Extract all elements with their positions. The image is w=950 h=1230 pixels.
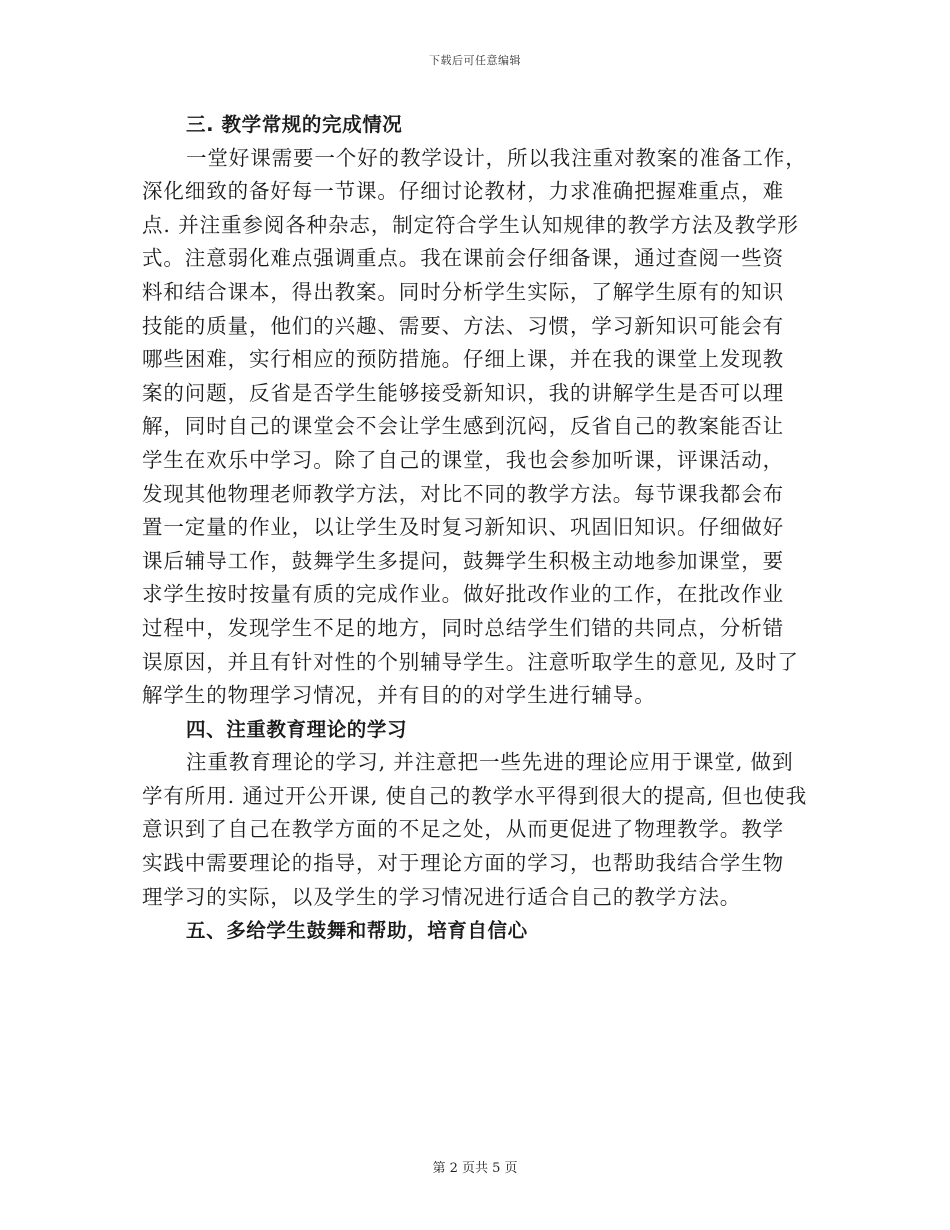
page-header: 下载后可任意编辑: [429, 54, 521, 67]
paragraph-line: 意识到了自己在教学方面的不足之处，从而更促进了物理教学。教学: [142, 817, 784, 842]
paragraph-line: 深化细致的备好每一节课。仔细讨论教材，力求准确把握难重点，难: [142, 179, 784, 204]
section-heading: 五、多给学生鼓舞和帮助，培育自信心: [186, 919, 528, 943]
paragraph-line: 解学生的物理学习情况，并有目的的对学生进行辅导。: [142, 683, 656, 708]
paragraph-line: 哪些困难，实行相应的预防措施。仔细上课，并在我的课堂上发现教: [142, 347, 784, 372]
paragraph-line: 实践中需要理论的指导，对于理论方面的学习，也帮助我结合学生物: [142, 851, 784, 876]
paragraph-line: 理学习的实际，以及学生的学习情况进行适合自己的教学方法。: [142, 884, 742, 909]
paragraph-line: 发现其他物理老师教学方法，对比不同的教学方法。每节课我都会布: [142, 481, 784, 506]
paragraph-line: 学生在欢乐中学习。除了自己的课堂，我也会参加听课，评课活动，: [142, 447, 784, 472]
paragraph-line: 注重教育理论的学习, 并注意把一些先进的理论应用于课堂, 做到: [186, 750, 794, 775]
section-heading: 三. 教学常规的完成情况: [186, 113, 403, 136]
section-heading: 四、注重教育理论的学习: [186, 717, 408, 741]
paragraph-line: 求学生按时按量有质的完成作业。做好批改作业的工作，在批改作业: [142, 582, 784, 607]
paragraph-line: 学有所用. 通过开公开课, 使自己的教学水平得到很大的提高, 但也使我: [142, 783, 808, 808]
paragraph-line: 误原因，并且有针对性的个别辅导学生。注意听取学生的意见, 及时了: [142, 649, 799, 674]
paragraph-line: 过程中，发现学生不足的地方，同时总结学生们错的共同点，分析错: [142, 615, 784, 640]
paragraph-line: 置一定量的作业，以让学生及时复习新知识、巩固旧知识。仔细做好: [142, 515, 784, 540]
paragraph-line: 案的问题，反省是否学生能够接受新知识，我的讲解学生是否可以理: [142, 380, 784, 405]
paragraph-line: 料和结合课本，得出教案。同时分析学生实际，了解学生原有的知识: [142, 279, 784, 304]
page-footer: 第 2 页共 5 页: [432, 1161, 518, 1176]
paragraph-line: 式。注意弱化难点强调重点。我在课前会仔细备课，通过查阅一些资: [142, 246, 784, 271]
paragraph-line: 技能的质量，他们的兴趣、需要、方法、习惯，学习新知识可能会有: [142, 313, 784, 338]
paragraph-line: 解，同时自己的课堂会不会让学生感到沉闷，反省自己的教案能否让: [142, 414, 784, 439]
paragraph-line: 一堂好课需要一个好的教学设计，所以我注重对教案的准备工作，: [186, 145, 807, 170]
paragraph-line: 点. 并注重参阅各种杂志，制定符合学生认知规律的教学方法及教学形: [142, 212, 799, 237]
document-body: [142, 108, 810, 948]
paragraph-line: 课后辅导工作，鼓舞学生多提问，鼓舞学生积极主动地参加课堂，要: [142, 548, 784, 573]
